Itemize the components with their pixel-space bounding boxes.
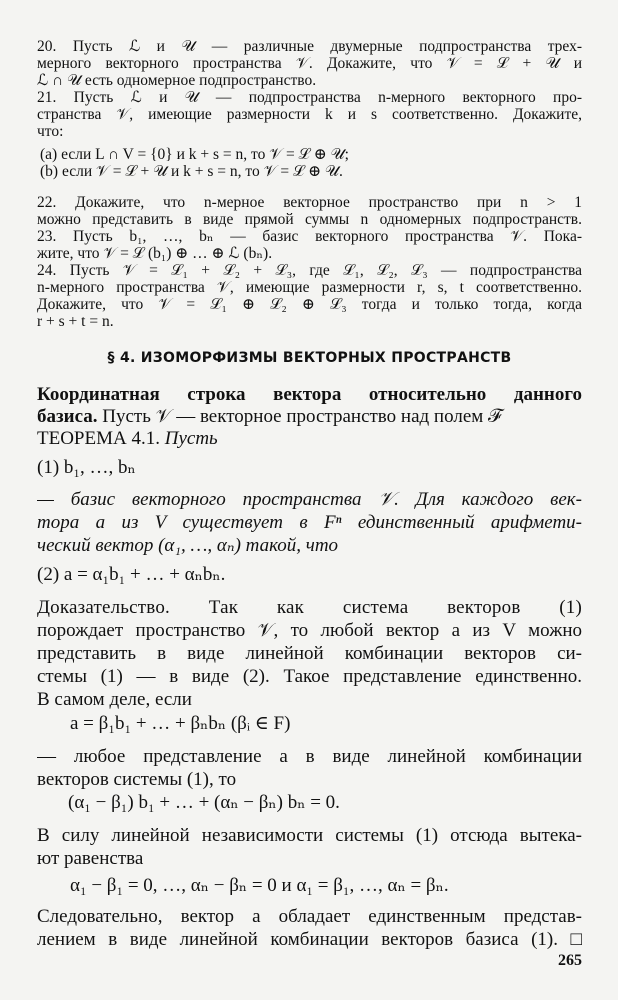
subheading-bold: базиса.	[37, 406, 98, 427]
theorem-text-line-2: тора a из V существует в Fⁿ единственный арифмети-	[37, 512, 582, 533]
exercise-21-line-1: 21. Пусть ℒ и 𝒰 — подпространства n-мерного векторного про-	[37, 89, 582, 106]
section-heading: § 4. ИЗОМОРФИЗМЫ ВЕКТОРНЫХ ПРОСТРАНСТВ	[107, 350, 512, 366]
page-number: 265	[558, 952, 582, 969]
proof-line-1: Доказательство. Так как система векторов (1)	[37, 597, 582, 618]
subheading-rest: Пусть 𝒱 — векторное пространство над полем ℱ	[97, 406, 503, 427]
theorem-label: ТЕОРЕМА 4.1.	[37, 428, 160, 449]
equation-2: (2) a = α₁b₁ + … + αₙbₙ.	[37, 564, 226, 585]
text-line-9: ют равенства	[37, 848, 144, 869]
proof-line-5: В самом деле, если	[37, 689, 192, 710]
proof-line-3: представить в виде линейной комбинации векторов си-	[37, 643, 582, 664]
exercise-24-line-2: n-мерного пространства 𝒱, имеющие размерности r, s, t соответственно.	[37, 279, 582, 296]
exercise-21-line-3: что:	[37, 123, 64, 140]
exercise-21-line-2: странства 𝒱, имеющие размерности k и s соответственно. Докажите,	[37, 106, 582, 123]
exercise-24-line-4: r + s + t = n.	[37, 313, 114, 330]
subheading-line-2	[37, 405, 582, 429]
theorem-word: Пусть	[159, 428, 218, 449]
exercise-23-line-2: жите, что 𝒱 = ℒ (b₁) ⊕ … ⊕ ℒ (bₙ).	[37, 245, 273, 262]
exercise-22-line-2: можно представить в виде прямой суммы n одномерных подпространств.	[37, 211, 582, 228]
exercise-21-case-a: (a) если L ∩ V = {0} и k + s = n, то 𝒱 = ℒ ⊕ 𝒰;	[40, 146, 349, 163]
equation-3: a = β₁b₁ + … + βₙbₙ (βᵢ ∈ F)	[70, 713, 291, 734]
exercise-20-line-1: 20. Пусть ℒ и 𝒰 — различные двумерные подпространства трех-	[37, 38, 582, 55]
exercise-23-line-1: 23. Пусть b₁, …, bₙ — базис векторного пространства 𝒱. Пока-	[37, 228, 582, 245]
exercise-21-case-b: (b) если 𝒱 = ℒ + 𝒰 и k + s = n, то 𝒱 = ℒ ⊕ 𝒰.	[40, 163, 343, 180]
proof-line-4: стемы (1) — в виде (2). Такое представление единственно.	[37, 666, 582, 687]
exercise-20-line-3: ℒ ∩ 𝒰 есть одномерное подпространство.	[37, 72, 317, 89]
subheading-line-1: Координатная строка вектора относительно данного	[37, 384, 582, 405]
text-line-11: лением в виде линейной комбинации векторов базиса (1). □	[37, 929, 582, 950]
text-line-8: В силу линейной независимости системы (1) отсюда вытека-	[37, 825, 582, 846]
exercise-22-line-1: 22. Докажите, что n-мерное векторное пространство при n > 1	[37, 194, 582, 211]
text-line-10: Следовательно, вектор a обладает единственным представ-	[37, 906, 582, 927]
exercise-24-line-1: 24. Пусть 𝒱 = ℒ₁ + ℒ₂ + ℒ₃, где ℒ₁, ℒ₂, ℒ₃ — подпространства	[37, 262, 582, 279]
equation-5: α₁ − β₁ = 0, …, αₙ − βₙ = 0 и α₁ = β₁, …, αₙ = βₙ.	[70, 875, 449, 896]
equation-4: (α₁ − β₁) b₁ + … + (αₙ − βₙ) bₙ = 0.	[68, 792, 340, 813]
exercise-24-line-3: Докажите, что 𝒱 = ℒ₁ ⊕ ℒ₂ ⊕ ℒ₃ тогда и только тогда, когда	[37, 296, 582, 313]
equation-1: (1) b₁, …, bₙ	[37, 457, 136, 478]
exercise-20-line-2: мерного векторного пространства 𝒱. Докажите, что 𝒱 = ℒ + 𝒰 и	[37, 55, 582, 72]
theorem-line	[37, 427, 582, 451]
text-line-7: векторов системы (1), то	[37, 769, 237, 790]
theorem-text-line-1: — базис векторного пространства 𝒱. Для каждого век-	[37, 489, 582, 510]
text-line-6: — любое представление a в виде линейной комбинации	[37, 746, 582, 767]
proof-line-2: порождает пространство 𝒱, то любой вектор a из V можно	[37, 620, 582, 641]
theorem-text-line-3: ческий вектор (α₁, …, αₙ) такой, что	[37, 535, 339, 556]
